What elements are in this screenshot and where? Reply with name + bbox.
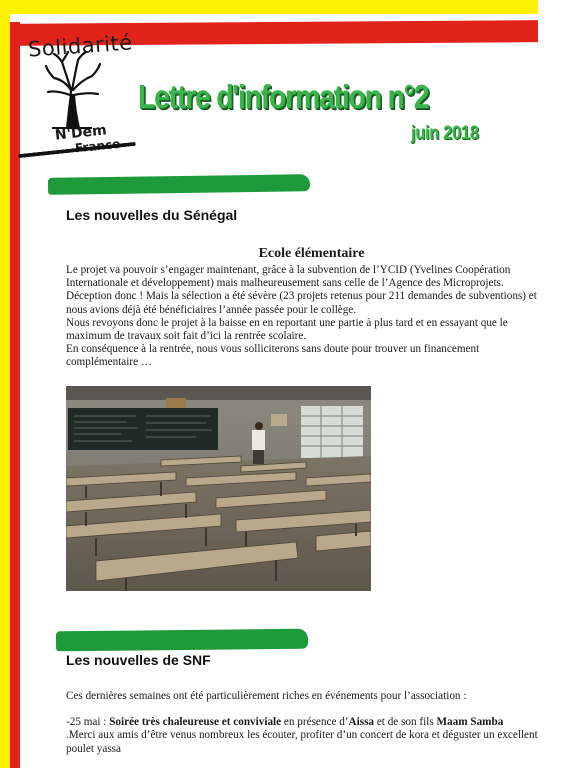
logo xyxy=(0,0,140,170)
section-heading-snf: Les nouvelles de SNF xyxy=(66,652,211,668)
newsletter-title: Lettre d'information n°2 xyxy=(138,78,429,115)
classroom-photo xyxy=(66,386,371,591)
senegal-body xyxy=(66,264,550,370)
baobab-tree-icon xyxy=(42,50,102,130)
paragraph: En conséquence à la rentrée, nous vous solliciterons sans doute pour trouver un financement complémentaire … xyxy=(66,343,480,369)
paragraph: Le projet va pouvoir s’engager maintenant, grâce à la subvention de l’YCID (Yvelines Coopération Internationale et développement) mais malheureusement sans celle de l’Agence des Microprojets. xyxy=(66,264,511,290)
event-person: Aissa xyxy=(348,716,375,728)
snf-event-item xyxy=(66,716,546,756)
event-thanks: .Merci aux amis d’être venus nombreux les écouter, profiter d’un concert de kora et déguster un excellent poulet yassa xyxy=(66,729,538,755)
event-text: et de son fils xyxy=(374,716,437,728)
classroom-photo-illustration xyxy=(66,386,371,591)
paragraph: Nous revoyons donc le projet à la baisse en en reportant une partie à plus tard et en essayant que le maximum de travaux soit fait d’ici la rentrée scolaire. xyxy=(66,316,508,343)
event-date: -25 mai : xyxy=(66,716,110,728)
logo-text-france: France xyxy=(74,136,121,156)
section-heading-senegal: Les nouvelles du Sénégal xyxy=(66,207,238,223)
event-person: Maam Samba xyxy=(436,716,504,728)
newsletter-date: juin 2018 xyxy=(411,123,479,144)
green-brush-divider xyxy=(48,174,310,195)
logo-text-ndem: N'Dem xyxy=(54,122,108,144)
logo-text-solidarite: Solidarité xyxy=(27,30,134,62)
event-title: Soirée très chaleureuse et conviviale xyxy=(109,716,282,728)
event-text: en présence d’ xyxy=(281,716,349,728)
paragraph: Déception donc ! Mais la sélection a été sévère (23 projets retenus pour 211 demandes de subventions) et nous avions déjà été bénéficiaires l’année passée pour le collège. xyxy=(66,290,537,316)
subheading-ecole: Ecole élémentaire xyxy=(258,246,365,261)
snf-intro: Ces dernières semaines ont été particulièrement riches en événements pour l’association : xyxy=(66,690,467,702)
green-brush-divider xyxy=(56,629,308,652)
